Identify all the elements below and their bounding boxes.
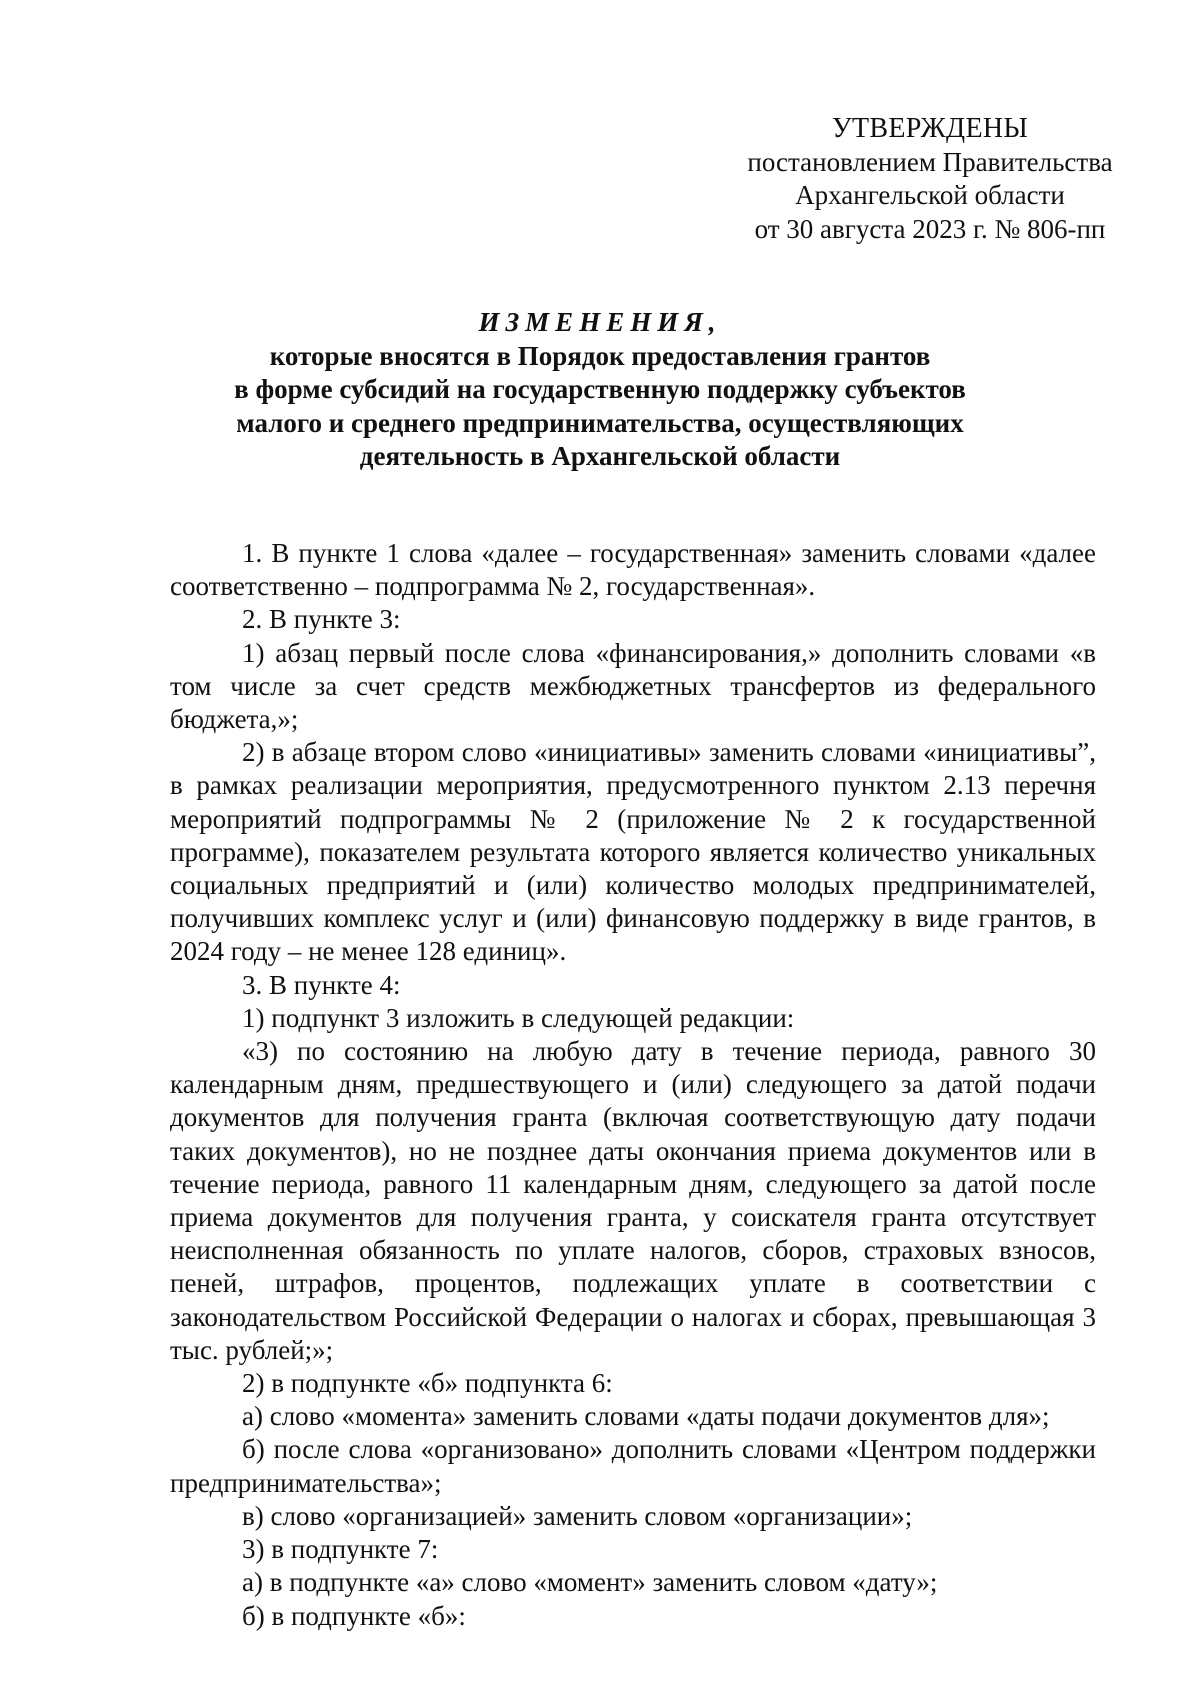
paragraph: а) слово «момента» заменить словами «даты подачи документов для»;: [242, 1401, 1050, 1432]
paragraph: 3) в подпункте 7:: [242, 1534, 439, 1565]
heading-line: малого и среднего предпринимательства, осуществляющих: [236, 407, 964, 438]
paragraph: 2) в подпункте «б» подпункта 6:: [242, 1368, 613, 1399]
approval-line: Архангельской области: [795, 180, 1065, 210]
paragraph: в) слово «организацией» заменить словом «организации»;: [242, 1500, 913, 1531]
paragraph: а) в подпункте «а» слово «момент» заменить словом «дату»;: [242, 1567, 938, 1598]
heading-line: деятельность в Архангельской области: [359, 441, 841, 471]
paragraph: 2) в абзаце втором слово «инициативы» заменить словами «инициативы”, в рамках реализации мероприятия, предусмотренного пунктом 2.13 перечня мероприятий подпрограммы № 2 (приложение № 2 к государственной программе), показателем результата которого является количество уникальных социальных предприятий и (или) количество молодых предпринимателей, получивших комплекс услуг и (или) финансовую поддержку в виде грантов, в 2024 году – не менее 128 единиц».: [170, 737, 1096, 967]
paragraph: 3. В пункте 4:: [242, 969, 401, 1000]
document-body: [170, 537, 1096, 1633]
approval-title: УТВЕРЖДЕНЫ: [831, 113, 1029, 144]
paragraph: б) после слова «организовано» дополнить словами «Центром поддержки предпринимательства»;: [170, 1434, 1096, 1498]
approval-line: постановлением Правительства: [747, 146, 1113, 177]
heading-title: ИЗМЕНЕНИЯ,: [478, 307, 722, 337]
approval-line: от 30 августа 2023 г. № 806-пп: [754, 213, 1106, 244]
heading-line: которые вносятся в Порядок предоставления грантов: [269, 340, 931, 371]
paragraph: «3) по состоянию на любую дату в течение периода, равного 30 календарным дням, предшествующего и (или) следующего за датой подачи документов для получения гранта (включая соответствующую дату подачи таких документов), но не позднее даты окончания приема документов или в течение периода, равного 11 календарным дням, следующего за датой после приема документов для получения гранта, у соискателя гранта отсутствует неисполненная обязанность по уплате налогов, сборов, страховых взносов, пеней, штрафов, процентов, подлежащих уплате в соответствии с законодательством Российской Федерации о налогах и сборах, превышающая 3 тыс. рублей;»;: [170, 1036, 1096, 1365]
paragraph: б) в подпункте «б»:: [242, 1600, 466, 1631]
heading-line: в форме субсидий на государственную поддержку субъектов: [234, 374, 966, 404]
paragraph: 1) подпункт 3 изложить в следующей редакции:: [242, 1002, 795, 1033]
approval-stamp: [730, 112, 1130, 246]
document-heading: [120, 306, 1080, 474]
paragraph: 2. В пункте 3:: [242, 604, 401, 635]
paragraph: 1) абзац первый после слова «финансирования,» дополнить словами «в том числе за счет средств межбюджетных трансфертов из федерального бюджета,»;: [170, 637, 1096, 735]
paragraph: 1. В пункте 1 слова «далее – государственная» заменить словами «далее соответственно – подпрограмма № 2, государственная».: [170, 538, 1096, 602]
